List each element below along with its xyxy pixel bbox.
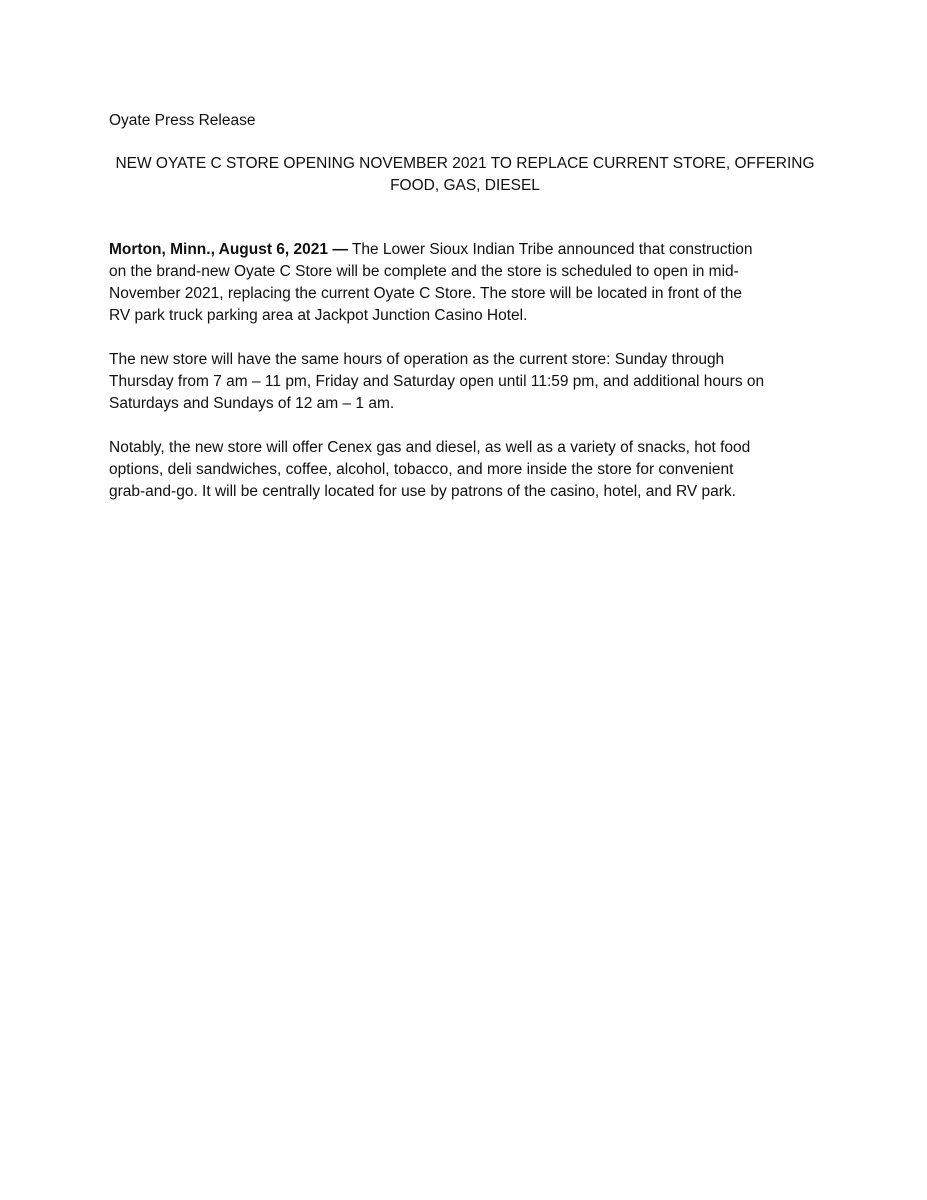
- paragraph-intro-line-4: RV park truck parking area at Jackpot Junction Casino Hotel.: [109, 307, 528, 324]
- paragraph-intro: [109, 239, 821, 327]
- paragraph-offerings-line-3: grab-and-go. It will be centrally located for use by patrons of the casino, hotel, and RV park.: [109, 483, 736, 500]
- paragraph-hours-line-2: Thursday from 7 am – 11 pm, Friday and Saturday open until 11:59 pm, and additional hours on: [109, 373, 765, 390]
- document-content: [109, 110, 821, 525]
- paragraph-hours-line-3: Saturdays and Sundays of 12 am – 1 am.: [109, 395, 395, 412]
- paragraph-offerings: [109, 437, 821, 503]
- paragraph-intro-line-1: [109, 239, 821, 261]
- paragraph-hours: [109, 349, 821, 415]
- headline-line-1: NEW OYATE C STORE OPENING NOVEMBER 2021 TO REPLACE CURRENT STORE, OFFERING: [115, 155, 815, 172]
- headline: [109, 153, 821, 197]
- article-body: [109, 239, 821, 503]
- press-release-label: Oyate Press Release: [109, 112, 256, 129]
- paragraph-hours-line-1: The new store will have the same hours of operation as the current store: Sunday through: [109, 351, 725, 368]
- headline-line-2: FOOD, GAS, DIESEL: [390, 177, 540, 194]
- paragraph-offerings-line-2: options, deli sandwiches, coffee, alcohol, tobacco, and more inside the store for convenient: [109, 461, 734, 478]
- intro-line-1-text: The Lower Sioux Indian Tribe announced that construction: [347, 241, 753, 258]
- paragraph-intro-line-3: November 2021, replacing the current Oyate C Store. The store will be located in front of the: [109, 285, 742, 302]
- paragraph-offerings-line-1: Notably, the new store will offer Cenex gas and diesel, as well as a variety of snacks, hot food: [109, 439, 751, 456]
- paragraph-intro-line-2: on the brand-new Oyate C Store will be complete and the store is scheduled to open in mid-: [109, 263, 739, 280]
- dateline: Morton, Minn., August 6, 2021 —: [109, 241, 348, 258]
